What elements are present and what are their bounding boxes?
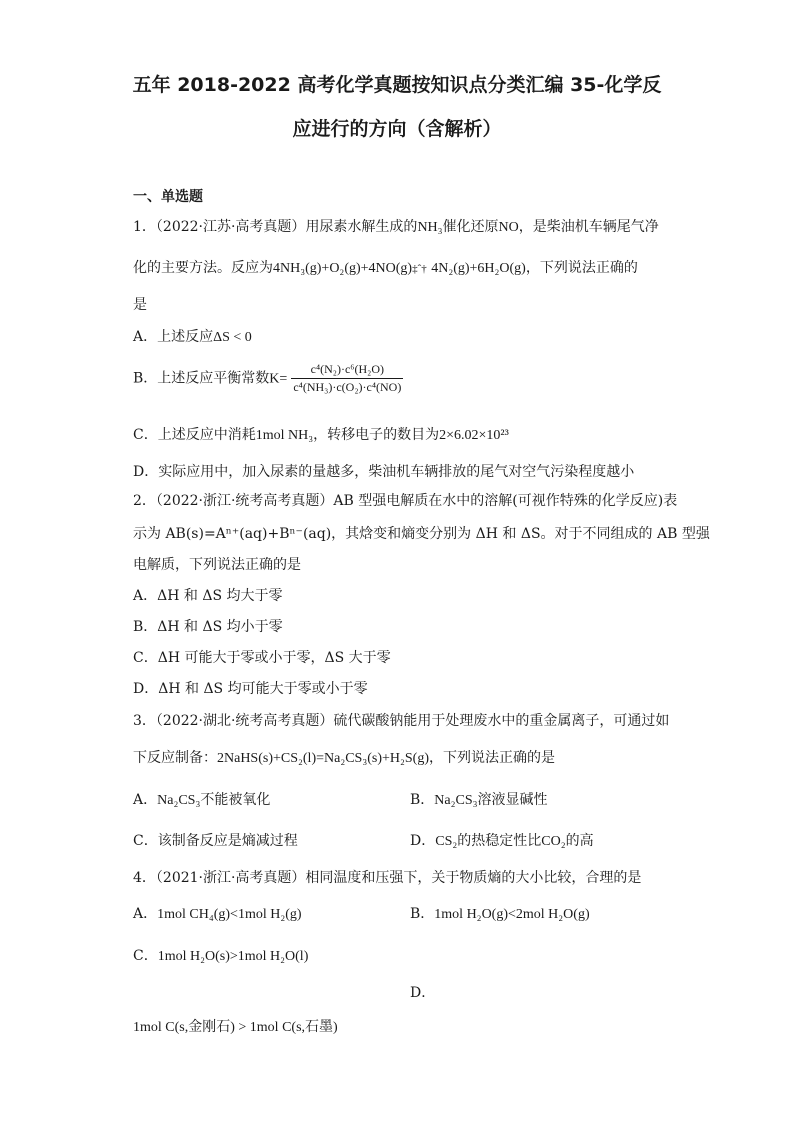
- q1-stem-line1: 1．（2022·江苏·高考真题）用尿素水解生成的NH₃催化还原NO，是柴油机车辆尾气净: [133, 219, 659, 235]
- q4-option-d-label[interactable]: D．: [410, 985, 436, 1001]
- q2-stem-line3: 电解质，下列说法正确的是: [133, 557, 301, 573]
- q3-stem-line1: 3．（2022·湖北·统考高考真题）硫代碳酸钠能用于处理废水中的重金属离子，可通过如: [133, 713, 670, 729]
- q2-stem-line1: 2．（2022·浙江·统考高考真题）AB 型强电解质在水中的溶解(可视作特殊的化学反应)表: [133, 493, 678, 509]
- q1-equation-reactants: 4NH₃(g)+O₂(g)+4NO(g): [273, 261, 413, 276]
- q3-equation: 2NaHS(s)+CS₂(l)=Na₂CS₃(s)+H₂S(g): [217, 751, 429, 766]
- q1-option-a[interactable]: A．上述反应ΔS < 0: [133, 329, 252, 345]
- q1-stem-line2: 化的主要方法。反应为4NH₃(g)+O₂(g)+4NO(g)‡ˆ† 4N₂(g)+6H₂O(g)，下列说法正确的: [133, 260, 638, 276]
- section-heading: 一、单选题: [133, 189, 203, 205]
- q2-option-b[interactable]: B．ΔH 和 ΔS 均小于零: [133, 619, 283, 635]
- q3-option-a[interactable]: A．Na₂CS₃不能被氧化: [133, 792, 271, 808]
- q1-option-c[interactable]: C．上述反应中消耗1mol NH₃，转移电子的数目为2×6.02×10²³: [133, 427, 509, 443]
- q4-stem-line1: 4．（2021·浙江·高考真题）相同温度和压强下，关于物质熵的大小比较，合理的是: [133, 870, 642, 886]
- q1-option-b[interactable]: B．上述反应平衡常数K= $\frac{\text{c⁴(N₂)·c⁶(H₂O)}}{\text{c⁴(NH₃)·c(O₂)·c⁴(NO)}}$: [133, 362, 402, 394]
- q4-option-a[interactable]: A．1mol CH₄(g)<1mol H₂(g): [133, 906, 302, 922]
- fraction-denominator: c⁴(NH₃)·c(O₂)·c⁴(NO): [293, 380, 402, 394]
- q2-option-c[interactable]: C．ΔH 可能大于零或小于零，ΔS 大于零: [133, 650, 391, 666]
- q3-stem-line2: 下反应制备：2NaHS(s)+CS₂(l)=Na₂CS₃(s)+H₂S(g)，下列说法正确的是: [133, 750, 555, 766]
- q2-option-a[interactable]: A．ΔH 和 ΔS 均大于零: [133, 588, 283, 604]
- q2-stem-line2: 示为 AB(s)=Aⁿ⁺(aq)+Bⁿ⁻(aq)，其焓变和熵变分别为 ΔH 和 ΔS。对于不同组成的 AB 型强: [133, 526, 710, 542]
- q4-option-c[interactable]: C．1mol H₂O(s)>1mol H₂O(l): [133, 948, 309, 964]
- q1-equation-arrow: ‡ˆ†: [412, 263, 427, 275]
- q2-option-d[interactable]: D．ΔH 和 ΔS 均可能大于零或小于零: [133, 681, 368, 697]
- q3-option-d[interactable]: D．CS₂的热稳定性比CO₂的高: [410, 833, 594, 849]
- q1-nh3: NH₃: [417, 220, 443, 235]
- q4-option-b[interactable]: B．1mol H₂O(g)<2mol H₂O(g): [410, 906, 590, 922]
- q1-option-d[interactable]: D．实际应用中，加入尿素的量越多，柴油机车辆排放的尾气对空气污染程度越小: [133, 464, 635, 480]
- q1-source: 1．（2022·江苏·高考真题）: [133, 219, 306, 235]
- q1-no: NO: [498, 220, 519, 235]
- fraction-numerator: c⁴(N₂)·c⁶(H₂O): [291, 362, 403, 379]
- q4-option-d[interactable]: 1mol C(s,金刚石) > 1mol C(s,石墨): [133, 1020, 338, 1035]
- q3-option-b[interactable]: B．Na₂CS₃溶液显碱性: [410, 792, 548, 808]
- document-title-line1: 五年 2018-2022 高考化学真题按知识点分类汇编 35-化学反: [132, 74, 662, 96]
- q1-stem-line3: 是: [133, 297, 147, 313]
- document-title-line2: 应进行的方向（含解析）: [292, 118, 502, 140]
- equilibrium-constant-fraction: [291, 362, 403, 395]
- q3-option-c[interactable]: C．该制备反应是熵减过程: [133, 833, 298, 849]
- q1-equation-products: 4N₂(g)+6H₂O(g): [431, 261, 526, 276]
